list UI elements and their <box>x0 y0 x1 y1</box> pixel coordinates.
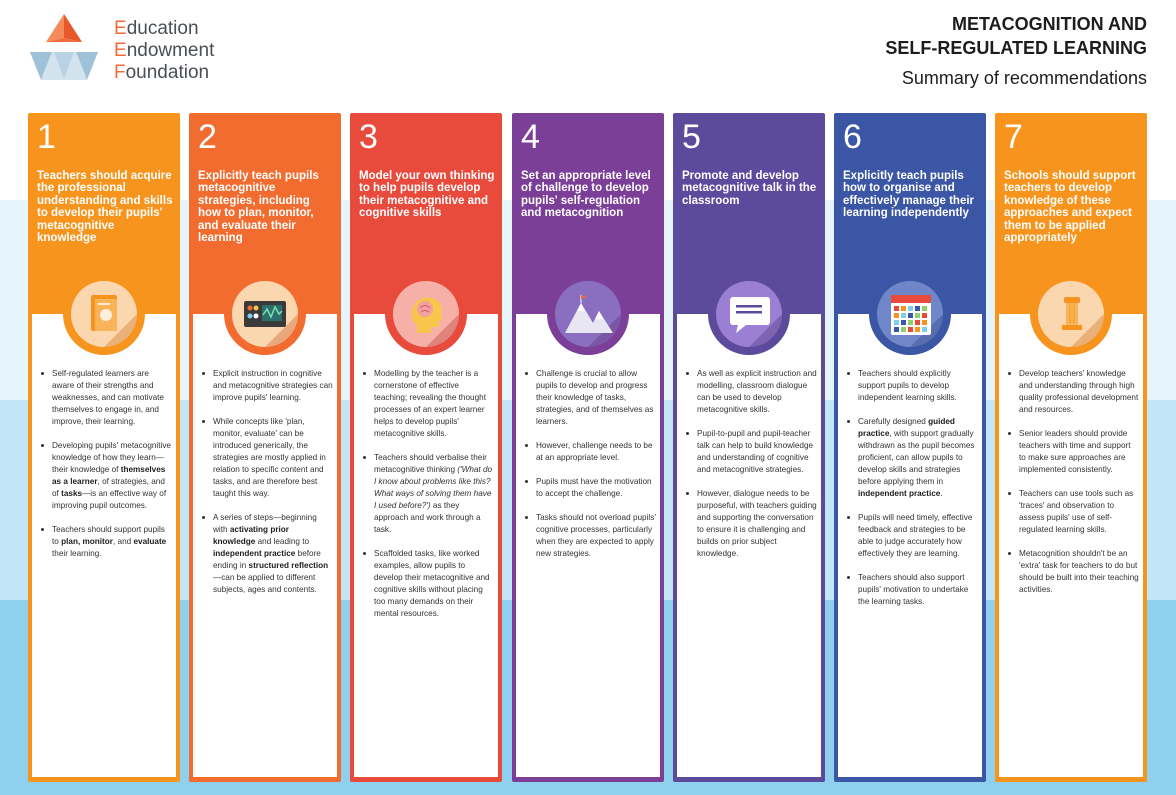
recommendation-heading: Teachers should acquire the professional understanding and skills to develop their pupils' metacognitive knowledge <box>37 170 173 245</box>
recommendation-number: 1 <box>37 118 56 156</box>
recommendation-bullets <box>838 368 982 620</box>
recommendation-bullets <box>999 368 1143 608</box>
bullet-item: Tasks should not overload pupils' cognitive processes, particularly when they are expected to apply new strategies. <box>516 512 660 560</box>
recommendation-heading: Explicitly teach pupils metacognitive strategies, including how to plan, monitor, and evaluate their learning <box>198 170 319 245</box>
bullet-item: Carefully designed guided practice, with support gradually withdrawn as the pupil becomes proficient, can allow pupils to develop skills and strategies before applying them in independent practice. <box>838 416 982 500</box>
bullet-item: Challenge is crucial to allow pupils to develop and progress their knowledge of tasks, strategies, and of themselves as learners. <box>516 368 660 428</box>
bullet-item: Teachers should support pupils to plan, monitor, and evaluate their learning. <box>32 524 176 560</box>
logo-line-3: Foundation <box>114 62 210 83</box>
recommendation-column-1 <box>28 113 180 782</box>
page-subtitle: Summary of recommendations <box>901 68 1147 88</box>
bullet-item: Develop teachers' knowledge and understanding through high quality professional development and resources. <box>999 368 1143 416</box>
recommendation-bullets <box>32 368 176 572</box>
recommendation-column-4 <box>512 113 664 782</box>
recommendation-number: 4 <box>521 118 540 156</box>
recommendation-number: 3 <box>359 118 378 156</box>
eef-logo-text <box>114 18 214 84</box>
control-panel-icon <box>227 276 303 352</box>
recommendation-column-3 <box>350 113 502 782</box>
bullet-item: Teachers should also support pupils' motivation to undertake the learning tasks. <box>838 572 982 608</box>
recommendation-column-5 <box>673 113 825 782</box>
logo-line-1: Education <box>114 18 199 39</box>
recommendation-heading: Explicitly teach pupils how to organise and effectively manage their learning independently <box>843 170 975 220</box>
recommendation-column-7 <box>995 113 1147 782</box>
recommendation-heading: Model your own thinking to help pupils develop their metacognitive and cognitive skills <box>359 170 495 220</box>
bullet-item: Metacognition shouldn't be an 'extra' task for teachers to do but should be built into their teaching activities. <box>999 548 1143 596</box>
logo-line-2: Endowment <box>114 40 215 61</box>
recommendation-bullets <box>516 368 660 572</box>
bullet-item: However, challenge needs to be at an appropriate level. <box>516 440 660 464</box>
recommendation-heading: Schools should support teachers to develop knowledge of these approaches and expect them to be applied appropriately <box>1004 170 1136 245</box>
recommendation-bullets <box>354 368 498 632</box>
bullet-item: However, dialogue needs to be purposeful, with teachers guiding and supporting the conversation to ensure it is challenging and builds on prior subject knowledge. <box>677 488 821 560</box>
bullet-item: A series of steps—beginning with activating prior knowledge and leading to independent practice before ending in structured reflection—can be applied to different subjects, ages and contents. <box>193 512 337 596</box>
head-brain-icon <box>388 276 464 352</box>
bullet-item: Teachers should verbalise their metacognitive thinking ('What do I know about problems like this? What ways of solving them have I used before?') as they approach and work through a task. <box>354 452 498 536</box>
page-title-block <box>885 12 1147 92</box>
recommendation-heading: Promote and develop metacognitive talk in the classroom <box>682 170 817 207</box>
bullet-item: Modelling by the teacher is a cornerstone of effective teaching; revealing the thought processes of an expert learner helps to develop pupils' metacognitive skills. <box>354 368 498 440</box>
bullet-item: Scaffolded tasks, like worked examples, allow pupils to develop their metacognitive and cognitive skills without placing too many demands on their mental resources. <box>354 548 498 620</box>
bullet-item: Pupils must have the motivation to accept the challenge. <box>516 476 660 500</box>
bullet-item: Pupils will need timely, effective feedback and strategies to be able to judge accurately how effectively they are learning. <box>838 512 982 560</box>
book-brain-icon <box>66 276 142 352</box>
recommendation-number: 6 <box>843 118 862 156</box>
eef-logo <box>28 12 228 88</box>
bullet-item: Teachers should explicitly support pupils to develop independent learning skills. <box>838 368 982 404</box>
recommendation-number: 2 <box>198 118 217 156</box>
bullet-item: Developing pupils' metacognitive knowledge of how they learn—their knowledge of themselves as a learner, of strategies, and of tasks—is an effective way of improving pupil outcomes. <box>32 440 176 512</box>
bullet-item: Pupil-to-pupil and pupil-teacher talk can help to build knowledge and understanding of cognitive and metacognitive strategies. <box>677 428 821 476</box>
eef-logo-mark <box>28 12 100 84</box>
recommendation-column-6 <box>834 113 986 782</box>
bullet-item: While concepts like 'plan, monitor, evaluate' can be introduced generically, the strategies are mostly applied in relation to specific content and tasks, and are therefore best taught this way. <box>193 416 337 500</box>
speech-bubble-icon <box>711 276 787 352</box>
bullet-item: As well as explicit instruction and modelling, classroom dialogue can be used to develop metacognitive skills. <box>677 368 821 416</box>
page-title-line-1: METACOGNITION AND <box>952 14 1147 34</box>
bullet-item: Explicit instruction in cognitive and metacognitive strategies can improve pupils' learning. <box>193 368 337 404</box>
recommendation-number: 5 <box>682 118 701 156</box>
recommendation-heading: Set an appropriate level of challenge to develop pupils' self-regulation and metacognition <box>521 170 651 220</box>
recommendation-bullets <box>677 368 821 572</box>
pillar-icon <box>1033 276 1109 352</box>
page-title-line-2: SELF-REGULATED LEARNING <box>885 38 1147 58</box>
bullet-item: Senior leaders should provide teachers with time and support to make sure approaches are implemented consistently. <box>999 428 1143 476</box>
bullet-item: Teachers can use tools such as 'traces' and observation to assess pupils' use of self-regulated learning skills. <box>999 488 1143 536</box>
recommendation-bullets <box>193 368 337 608</box>
recommendation-number: 7 <box>1004 118 1023 156</box>
mountain-icon <box>550 276 626 352</box>
recommendation-column-2 <box>189 113 341 782</box>
calendar-icon <box>872 276 948 352</box>
bullet-item: Self-regulated learners are aware of their strengths and weaknesses, and can motivate themselves to engage in, and improve, their learning. <box>32 368 176 428</box>
